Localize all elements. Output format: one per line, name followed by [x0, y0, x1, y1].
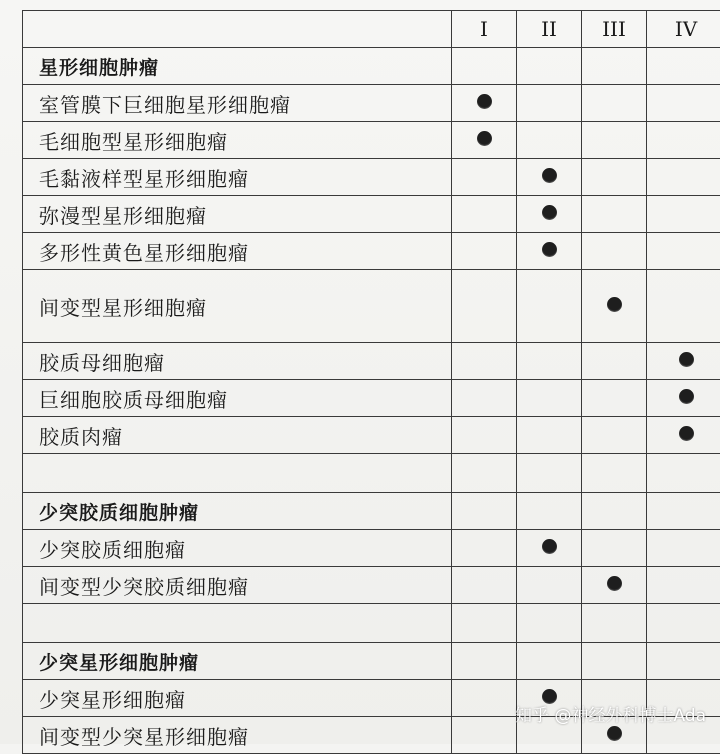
table-row — [23, 159, 720, 196]
grade-cell — [582, 122, 647, 159]
group-row — [23, 48, 720, 85]
grade-cell — [452, 643, 517, 680]
grade-cell — [452, 604, 517, 643]
tumor-name: 胶质肉瘤 — [23, 417, 452, 454]
grade-cell — [452, 530, 517, 567]
group-label: 少突星形细胞肿瘤 — [23, 643, 452, 680]
grade-dot-icon — [477, 131, 492, 146]
tumor-name: 少突胶质细胞瘤 — [23, 530, 452, 567]
grade-dot-icon — [679, 426, 694, 441]
grade-cell — [647, 233, 720, 270]
grade-cell — [647, 48, 720, 85]
tumor-name: 间变型少突星形细胞瘤 — [23, 717, 452, 754]
grade-cell — [647, 643, 720, 680]
grade-cell — [582, 159, 647, 196]
tumor-name: 少突星形细胞瘤 — [23, 680, 452, 717]
grade-cell — [582, 196, 647, 233]
spacer-row — [23, 454, 720, 493]
grade-cell — [647, 380, 720, 417]
table-row — [23, 567, 720, 604]
grade-dot-icon — [542, 539, 557, 554]
grade-cell — [452, 417, 517, 454]
grade-cell — [647, 343, 720, 380]
grade-cell — [452, 680, 517, 717]
table-row — [23, 530, 720, 567]
grade-dot-icon — [542, 242, 557, 257]
group-row — [23, 643, 720, 680]
tumor-name: 间变型少突胶质细胞瘤 — [23, 567, 452, 604]
grade-header: II — [517, 11, 582, 48]
grade-cell — [517, 454, 582, 493]
table-row — [23, 196, 720, 233]
grade-cell — [452, 380, 517, 417]
grade-cell — [517, 604, 582, 643]
grade-cell — [517, 270, 582, 343]
grade-cell — [517, 567, 582, 604]
table-body — [23, 48, 720, 754]
grade-cell — [452, 270, 517, 343]
grade-cell — [452, 567, 517, 604]
tumor-name: 间变型星形细胞瘤 — [23, 270, 452, 343]
grade-cell — [582, 567, 647, 604]
grade-dot-icon — [679, 389, 694, 404]
grade-cell — [517, 530, 582, 567]
spacer-row — [23, 604, 720, 643]
grade-cell — [582, 380, 647, 417]
grade-cell — [452, 48, 517, 85]
grade-cell — [517, 233, 582, 270]
grade-cell — [517, 196, 582, 233]
grade-dot-icon — [607, 726, 622, 741]
grade-cell — [517, 493, 582, 530]
grade-cell — [452, 85, 517, 122]
grade-cell — [517, 85, 582, 122]
grade-cell — [517, 643, 582, 680]
grade-cell — [517, 343, 582, 380]
watermark: 知乎 @神经外科博士Ada — [515, 701, 706, 726]
grade-cell — [452, 159, 517, 196]
table-row — [23, 343, 720, 380]
tumor-name — [23, 604, 452, 643]
table-row — [23, 233, 720, 270]
grade-cell — [452, 122, 517, 159]
who-grade-table — [22, 10, 720, 754]
grade-cell — [452, 233, 517, 270]
grade-header: I — [452, 11, 517, 48]
table-row — [23, 270, 720, 343]
grade-cell — [647, 567, 720, 604]
table-row — [23, 380, 720, 417]
grade-cell — [582, 417, 647, 454]
group-label: 星形细胞肿瘤 — [23, 48, 452, 85]
grade-cell — [582, 454, 647, 493]
tumor-name: 巨细胞胶质母细胞瘤 — [23, 380, 452, 417]
grade-dot-icon — [477, 94, 492, 109]
tumor-name — [23, 454, 452, 493]
grade-cell — [582, 233, 647, 270]
grade-dot-icon — [679, 352, 694, 367]
grade-cell — [452, 717, 517, 754]
grade-cell — [517, 380, 582, 417]
grade-cell — [582, 270, 647, 343]
grade-cell — [647, 270, 720, 343]
grade-dot-icon — [607, 297, 622, 312]
grade-cell — [582, 530, 647, 567]
grade-cell — [582, 48, 647, 85]
table-row — [23, 85, 720, 122]
tumor-name: 弥漫型星形细胞瘤 — [23, 196, 452, 233]
grade-cell — [452, 343, 517, 380]
grade-cell — [517, 48, 582, 85]
tumor-name: 室管膜下巨细胞星形细胞瘤 — [23, 85, 452, 122]
grade-cell — [647, 604, 720, 643]
grade-cell — [582, 643, 647, 680]
grade-cell — [647, 417, 720, 454]
grade-cell — [517, 122, 582, 159]
grade-cell — [647, 159, 720, 196]
grade-cell — [647, 196, 720, 233]
tumor-name: 多形性黄色星形细胞瘤 — [23, 233, 452, 270]
grade-cell — [517, 417, 582, 454]
table-row — [23, 122, 720, 159]
grade-cell — [647, 454, 720, 493]
grade-header: III — [582, 11, 647, 48]
tumor-name: 毛黏液样型星形细胞瘤 — [23, 159, 452, 196]
table-row — [23, 417, 720, 454]
tumor-name: 毛细胞型星形细胞瘤 — [23, 122, 452, 159]
grade-cell — [647, 493, 720, 530]
grade-dot-icon — [542, 205, 557, 220]
grade-cell — [452, 196, 517, 233]
grade-cell — [452, 454, 517, 493]
grade-cell — [647, 530, 720, 567]
grade-cell — [582, 85, 647, 122]
grade-dot-icon — [542, 168, 557, 183]
tumor-name-header — [23, 11, 452, 48]
group-row — [23, 493, 720, 530]
tumor-name: 胶质母细胞瘤 — [23, 343, 452, 380]
grade-cell — [582, 343, 647, 380]
grade-cell — [517, 159, 582, 196]
grade-cell — [582, 604, 647, 643]
grade-cell — [647, 85, 720, 122]
grade-cell — [582, 493, 647, 530]
grade-header: IV — [647, 11, 720, 48]
grade-cell — [452, 493, 517, 530]
grade-cell — [647, 122, 720, 159]
header-row — [23, 11, 720, 48]
group-label: 少突胶质细胞肿瘤 — [23, 493, 452, 530]
grade-dot-icon — [607, 576, 622, 591]
